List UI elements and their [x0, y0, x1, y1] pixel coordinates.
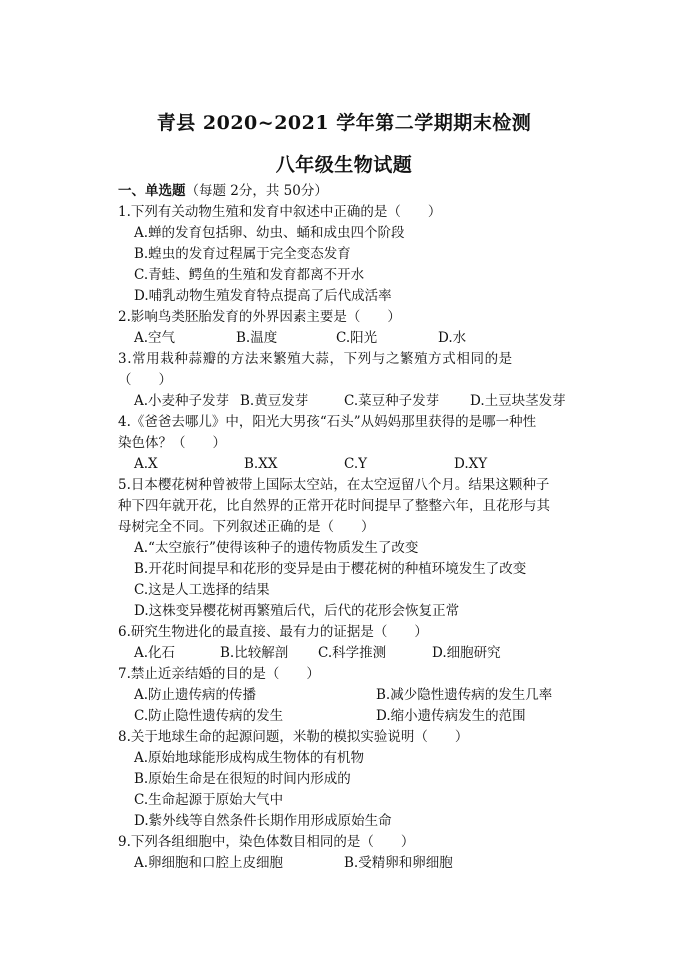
option-text: B.温度	[236, 330, 278, 346]
question-stem: 种下四年就开花，比自然界的正常开花时间提早了整整六年，且花形与其	[118, 498, 550, 514]
exam-subtitle: 八年级生物试题	[275, 154, 413, 176]
option-text: C.Y	[344, 456, 368, 472]
option-text: C.阳光	[336, 330, 378, 346]
option-text: B.开花时间提早和花形的变异是由于樱花树的种植环境发生了改变	[134, 561, 527, 577]
option-text: D.这株变异樱花树再繁殖后代，后代的花形会恢复正常	[134, 603, 460, 619]
question-stem: 7.禁止近亲结婚的目的是（ ）	[118, 666, 320, 682]
option-text: D.水	[438, 330, 467, 346]
option-text: B.XX	[244, 456, 278, 472]
option-text: A.“太空旅行”使得该种子的遗传物质发生了改变	[134, 540, 419, 556]
option-text: A.小麦种子发芽	[134, 393, 230, 409]
question-stem: （ ）	[118, 372, 172, 388]
option-text: A.卵细胞和口腔上皮细胞	[134, 855, 284, 871]
option-text: D.紫外线等自然条件长期作用形成原始生命	[134, 813, 392, 829]
option-text: B.受精卵和卵细胞	[344, 855, 453, 871]
question-stem: 1.下列有关动物生殖和发育中叙述中正确的是（ ）	[118, 204, 442, 220]
section-header	[118, 185, 328, 199]
option-text: A.防止遗传病的传播	[134, 687, 257, 703]
option-text: C.菜豆种子发芽	[344, 393, 440, 409]
question-stem: 5.日本樱花树种曾被带上国际太空站，在太空逗留八个月。结果这颗种子	[118, 477, 550, 493]
question-stem: 6.研究生物进化的最直接、最有力的证据是（ ）	[118, 624, 428, 640]
exam-title: 青县 2020~2021 学年第二学期期末检测	[156, 112, 532, 134]
question-stem: 8.关于地球生命的起源问题，米勒的模拟实验说明（ ）	[118, 729, 469, 745]
option-text: A.化石	[134, 645, 176, 661]
option-text: B.比较解剖	[220, 645, 289, 661]
option-text: B.蝗虫的发育过程属于完全变态发育	[134, 246, 351, 262]
option-text: A.X	[134, 456, 158, 472]
option-text: B.黄豆发芽	[240, 393, 309, 409]
option-text: D.缩小遗传病发生的范围	[376, 708, 526, 724]
question-stem: 母树完全不同。下列叙述正确的是（ ）	[118, 519, 375, 535]
question-stem: 4.《爸爸去哪儿》中，阳光大男孩“石头”从妈妈那里获得的是哪一种性	[118, 414, 537, 430]
option-text: C.科学推测	[318, 645, 387, 661]
question-stem: 9.下列各组细胞中，染色体数目相同的是（ ）	[118, 834, 415, 850]
option-text: B.原始生命是在很短的时间内形成的	[134, 771, 351, 787]
section-label: 一、单选题	[118, 183, 186, 199]
section-note: （每题 2分，共 50分）	[185, 183, 328, 199]
option-text: C.防止隐性遗传病的发生	[134, 708, 284, 724]
option-text: C.这是人工选择的结果	[134, 582, 270, 598]
option-text: A.空气	[134, 330, 176, 346]
option-text: D.细胞研究	[432, 645, 501, 661]
option-text: A.蝉的发育包括卵、幼虫、蛹和成虫四个阶段	[134, 225, 405, 241]
option-text: D.XY	[454, 456, 488, 472]
option-text: D.土豆块茎发芽	[470, 393, 566, 409]
option-text: D.哺乳动物生殖发育特点提高了后代成活率	[134, 288, 392, 304]
question-stem: 3.常用栽种蒜瓣的方法来繁殖大蒜，下列与之繁殖方式相同的是	[118, 351, 513, 367]
question-stem: 2.影响鸟类胚胎发育的外界因素主要是（ ）	[118, 309, 401, 325]
option-text: C.生命起源于原始大气中	[134, 792, 284, 808]
option-text: A.原始地球能形成构成生物体的有机物	[134, 750, 365, 766]
option-text: B.减少隐性遗传病的发生几率	[376, 687, 553, 703]
question-stem: 染色体？（ ）	[118, 435, 226, 451]
option-text: C.青蛙、鳄鱼的生殖和发育都离不开水	[134, 267, 365, 283]
